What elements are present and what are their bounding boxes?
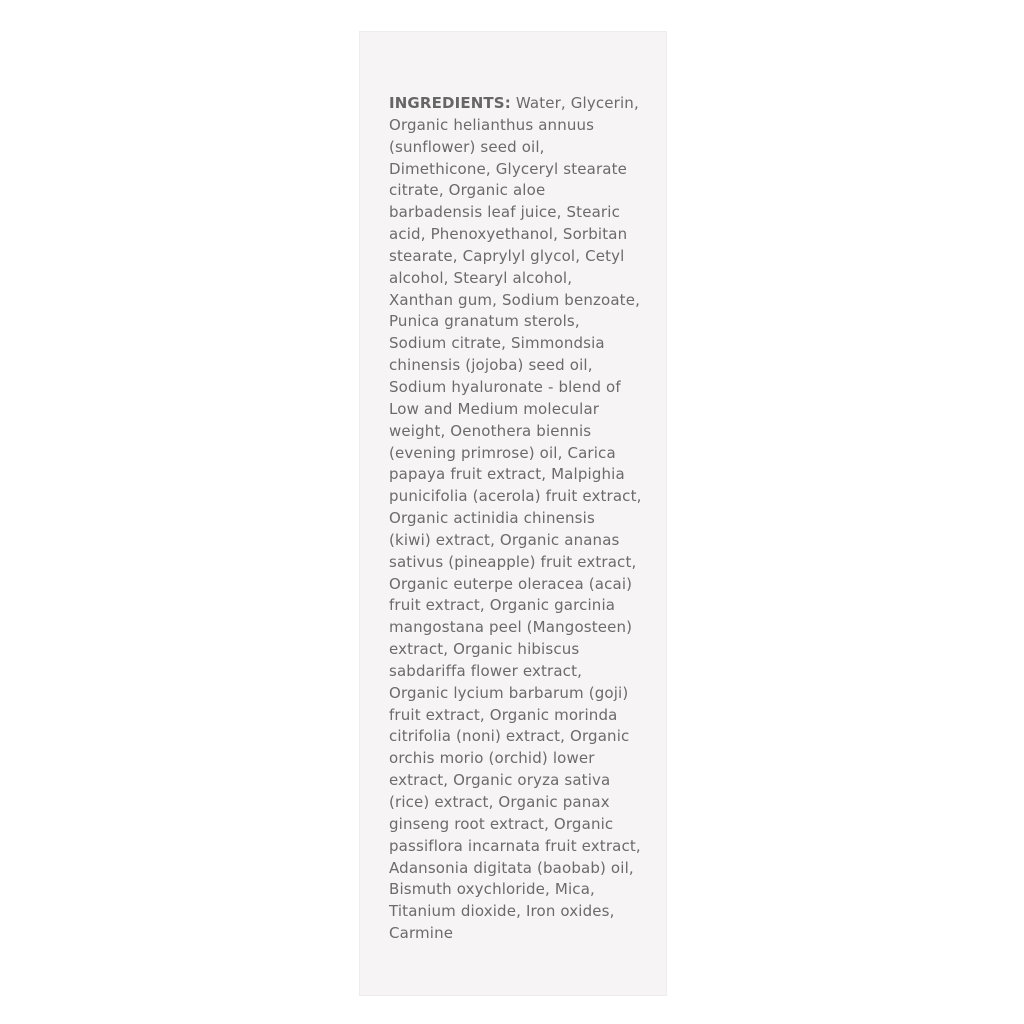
ingredients-line: Titanium dioxide, Iron oxides,	[389, 902, 615, 921]
ingredients-line: orchis morio (orchid) lower	[389, 749, 595, 768]
ingredients-line: stearate, Caprylyl glycol, Cetyl	[389, 246, 625, 265]
ingredients-line: Organic lycium barbarum (goji)	[389, 683, 629, 702]
ingredients-line: punicifolia (acerola) fruit extract,	[389, 487, 642, 506]
ingredients-line: sabdariffa flower extract,	[389, 661, 583, 680]
ingredients-line: chinensis (jojoba) seed oil,	[389, 356, 593, 375]
ingredients-heading: INGREDIENTS:	[389, 94, 511, 112]
ingredients-line: extract, Organic oryza sativa	[389, 771, 611, 790]
ingredients-list	[389, 93, 654, 945]
ingredients-line: mangostana peel (Mangosteen)	[389, 618, 633, 637]
ingredients-line: Low and Medium molecular	[389, 399, 600, 418]
ingredients-first-line-text: Water, Glycerin,	[510, 94, 639, 112]
ingredients-line: citrifolia (noni) extract, Organic	[389, 727, 630, 746]
ingredients-line: Adansonia digitata (baobab) oil,	[389, 858, 634, 877]
ingredients-line: Bismuth oxychloride, Mica,	[389, 880, 595, 899]
ingredients-line: weight, Oenothera biennis	[389, 421, 592, 440]
ingredients-line: acid, Phenoxyethanol, Sorbitan	[389, 225, 628, 244]
ingredients-line: Organic helianthus annuus	[389, 115, 595, 134]
ingredients-line: barbadensis leaf juice, Stearic	[389, 203, 620, 222]
ingredients-line	[389, 93, 654, 115]
ingredients-line: ginseng root extract, Organic	[389, 814, 614, 833]
ingredients-line: Carmine	[389, 924, 454, 943]
ingredients-line: alcohol, Stearyl alcohol,	[389, 268, 573, 287]
ingredients-line: Sodium hyaluronate - blend of	[389, 377, 621, 396]
ingredients-line: (rice) extract, Organic panax	[389, 793, 610, 811]
ingredients-line: fruit extract, Organic garcinia	[389, 596, 616, 615]
ingredients-line: Organic actinidia chinensis	[389, 509, 595, 528]
ingredients-line: passiflora incarnata fruit extract,	[389, 836, 641, 855]
ingredients-line: extract, Organic hibiscus	[389, 640, 580, 659]
ingredients-line: Organic euterpe oleracea (acai)	[389, 574, 633, 593]
ingredients-line: papaya fruit extract, Malpighia	[389, 465, 625, 484]
ingredients-line: Punica granatum sterols,	[389, 312, 580, 331]
ingredients-line: (sunflower) seed oil,	[389, 137, 545, 156]
ingredients-line: citrate, Organic aloe	[389, 181, 546, 200]
package-side-panel	[359, 31, 667, 996]
ingredients-line: (evening primrose) oil, Carica	[389, 443, 616, 462]
ingredients-line: Sodium citrate, Simmondsia	[389, 334, 605, 353]
ingredients-line: Dimethicone, Glyceryl stearate	[389, 159, 628, 178]
ingredients-line: sativus (pineapple) fruit extract,	[389, 552, 637, 571]
ingredients-line: (kiwi) extract, Organic ananas	[389, 530, 620, 549]
ingredients-line: Xanthan gum, Sodium benzoate,	[389, 290, 641, 309]
ingredients-line: fruit extract, Organic morinda	[389, 705, 618, 724]
